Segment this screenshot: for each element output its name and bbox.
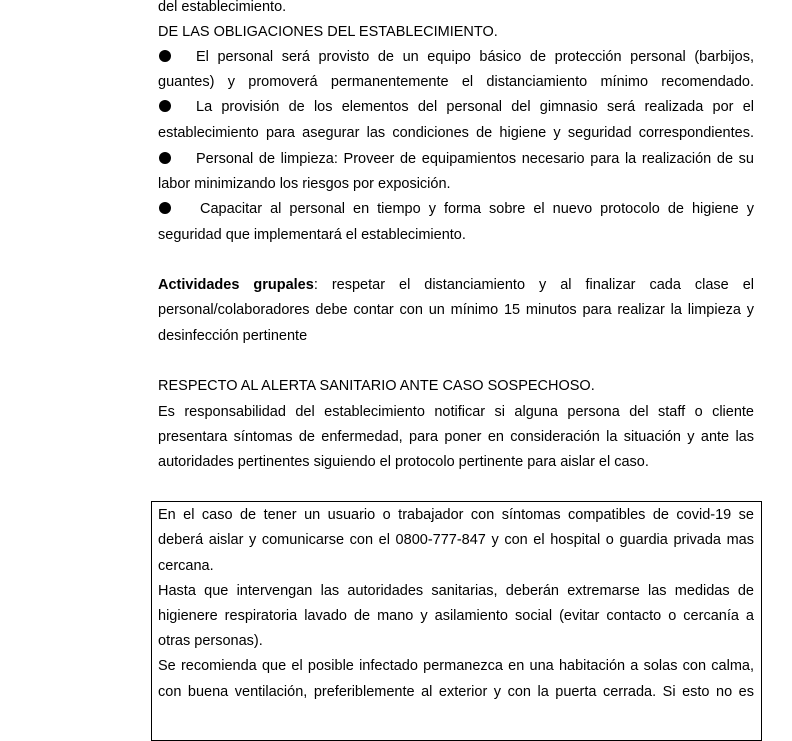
- bullet-continuation: establecimiento para asegurar las condiciones de higiene y seguridad correspondientes.: [158, 125, 754, 141]
- bullet-icon: [159, 202, 171, 214]
- bullet-icon: [159, 100, 171, 112]
- bullet-continuation: seguridad que implementará el establecimiento.: [158, 227, 466, 243]
- bullet-text: Personal de limpieza: Proveer de equipamientos necesario para la realización de su: [196, 151, 754, 167]
- bullet-icon: [159, 50, 171, 62]
- group-activities-line-1: [158, 276, 754, 294]
- alert-line: Es responsabilidad del establecimiento notificar si alguna persona del staff o cliente: [158, 404, 754, 420]
- group-activities-line-2: personal/colaboradores debe contar con un mínimo 15 minutos para realizar la limpieza y: [158, 302, 754, 318]
- bullet-continuation: labor minimizando los riesgos por exposición.: [158, 176, 451, 192]
- bullet-text: El personal será provisto de un equipo básico de protección personal (barbijos,: [196, 49, 754, 65]
- alert-heading: RESPECTO AL ALERTA SANITARIO ANTE CASO SOSPECHOSO.: [158, 378, 595, 394]
- alert-line: autoridades pertinentes siguiendo el protocolo pertinente para aislar el caso.: [158, 454, 649, 470]
- intro-tail: del establecimiento.: [158, 0, 287, 15]
- box-line: Se recomienda que el posible infectado permanezca en una habitación a solas con calma,: [158, 658, 754, 674]
- bullet-text: La provisión de los elementos del personal del gimnasio será realizada por el: [196, 99, 754, 115]
- box-line: En el caso de tener un usuario o trabajador con síntomas compatibles de covid-19 se: [158, 507, 754, 523]
- box-line: con buena ventilación, preferiblemente al exterior y con la puerta cerrada. Si esto no es: [158, 684, 754, 700]
- box-line: higienere respiratoria lavado de mano y asilamiento social (evitar contacto o cercanía a: [158, 608, 754, 624]
- obligations-heading: DE LAS OBLIGACIONES DEL ESTABLECIMIENTO.: [158, 24, 498, 40]
- bullet-item: [158, 48, 754, 66]
- box-line: cercana.: [158, 558, 214, 574]
- bullet-continuation: guantes) y promoverá permanentemente el distanciamiento mínimo recomendado.: [158, 74, 754, 90]
- bullet-item: [158, 200, 754, 218]
- group-activities-label: Actividades grupales: [158, 277, 314, 293]
- box-line: otras personas).: [158, 633, 263, 649]
- box-line: Hasta que intervengan las autoridades sanitarias, deberán extremarse las medidas de: [158, 583, 754, 599]
- bullet-item: [158, 98, 754, 116]
- bullet-icon: [159, 152, 171, 164]
- bullet-item: [158, 150, 754, 168]
- group-activities-text: : respetar el distanciamiento y al finalizar cada clase el: [313, 277, 754, 293]
- bullet-text: Capacitar al personal en tiempo y forma sobre el nuevo protocolo de higiene y: [200, 201, 754, 217]
- alert-line: presentara síntomas de enfermedad, para poner en consideración la situación y ante las: [158, 429, 754, 445]
- box-line: deberá aislar y comunicarse con el 0800-777-847 y con el hospital o guardia privada mas: [158, 532, 754, 548]
- group-activities-line-3: desinfección pertinente: [158, 328, 308, 344]
